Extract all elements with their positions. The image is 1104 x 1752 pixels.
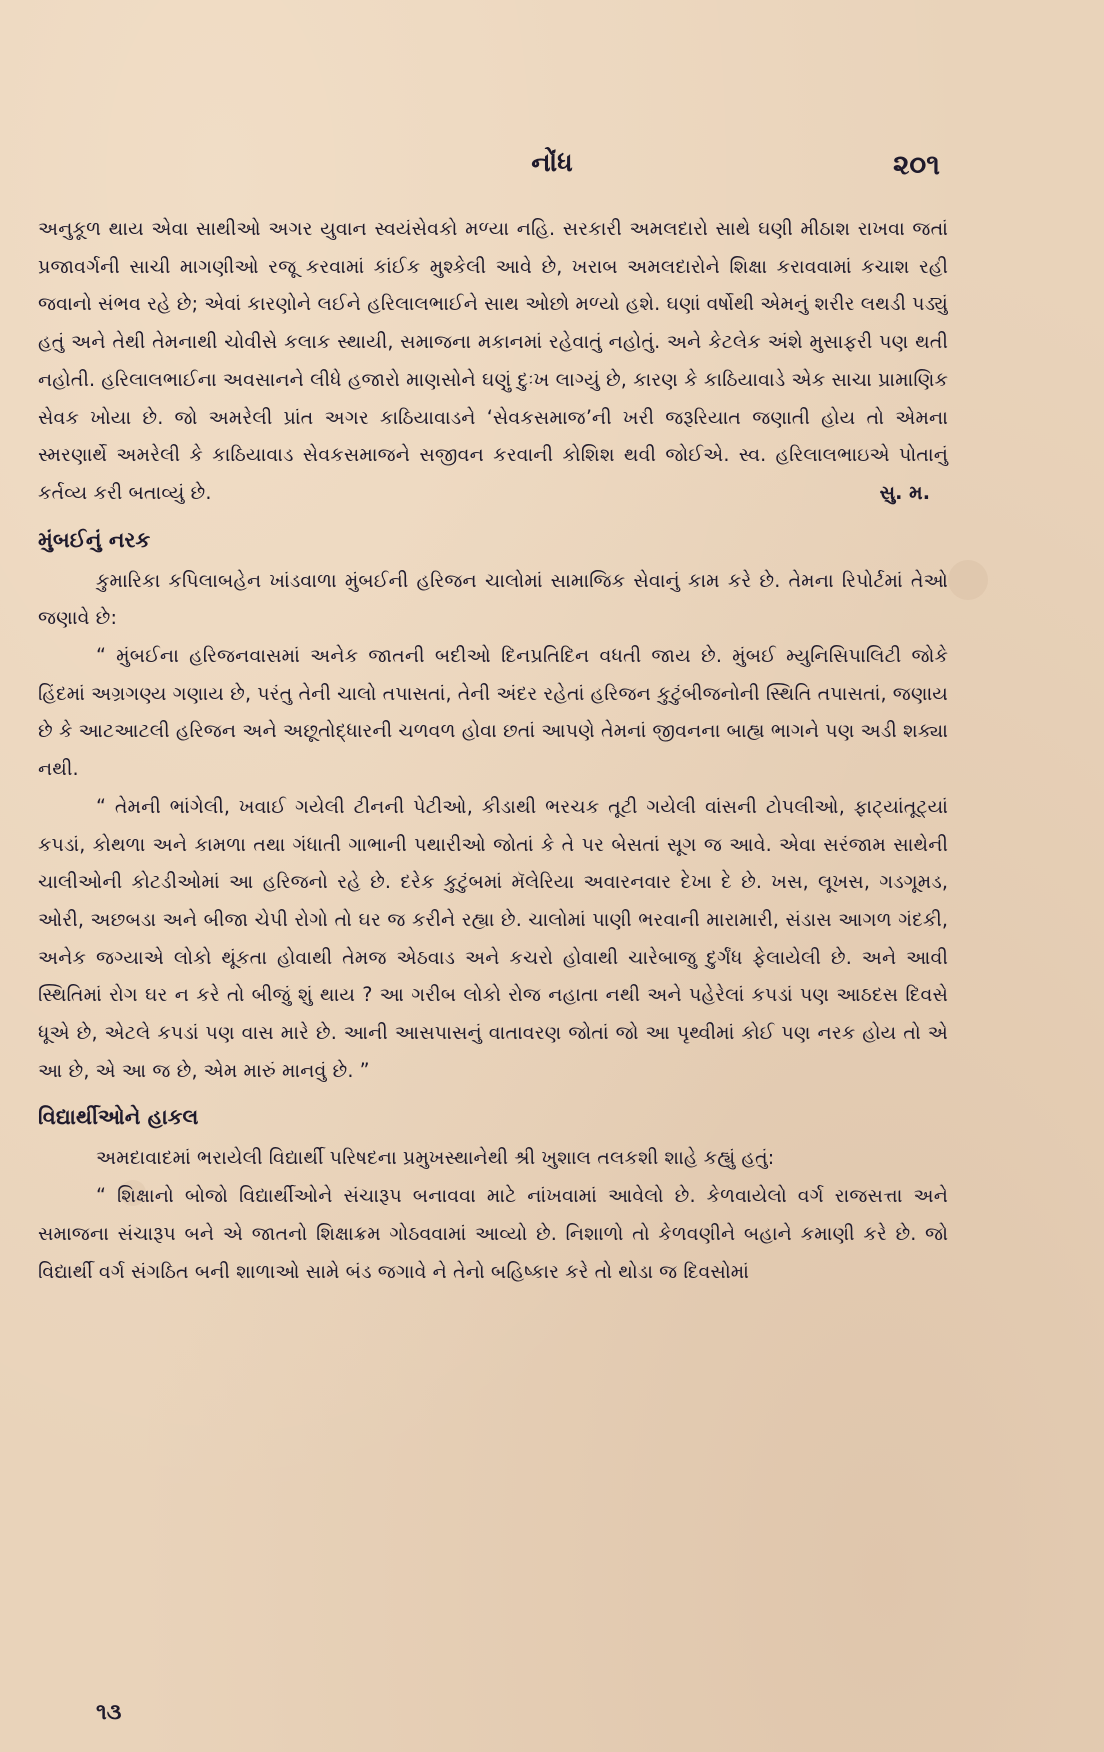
section1-lead-paragraph: કુમારિકા કપિલાબહેન ખાંડવાળા મુંબઈની હરિજન ચાલોમાં સામાજિક સેવાનું કામ કરે છે. તેમના રિપોર્ટમાં તેઓ જણાવે છે: xyxy=(38,568,948,630)
header-title: નોંધ xyxy=(531,148,573,178)
section-heading-bombay: મુંબઈનું નરક xyxy=(38,527,151,552)
signature-folio-mark: ૧૩ xyxy=(96,1700,122,1725)
section1-quote-paragraph-2: “ તેમની ભાંગેલી, ખવાઈ ગયેલી ટીનની પેટીઓ, કીડાથી ભરચક તૂટી ગયેલી વાંસની ટોપલીઓ, ફાટ્યાંતૂટ્યાં કપડાં, કોથળા અને કામળા તથા ગંધાતી ગાભાની પથારીઓ જોતાં કે તે પર બેસતાં સૂગ જ આવે. એવા સરંજામ સાથેની ચાલીઓની કોટડીઓમાં આ હરિજનો રહે છે. દરેક કુટુંબમાં મૅલેરિયા અવારનવાર દેખા દે છે. ખસ, લૂખસ, ગડગૂમડ, ઓરી, અછબડા અને બીજા ચેપી રોગો તો ઘર જ કરીને રહ્યા છે. ચાલોમાં પાણી ભરવાની મારામારી, સંડાસ આગળ ગંદકી, અનેક જગ્યાએ લોકો થૂંકતા હોવાથી તેમજ એઠવાડ અને કચરો હોવાથી ચારેબાજુ દુર્ગંધ ફેલાયેલી છે. અને આવી સ્થિતિમાં રોગ ઘર ન કરે તો બીજું શું થાય ? આ ગરીબ લોકો રોજ નહાતા નથી અને પહેરેલાં કપડાં પણ આઠદસ દિવસે ધૂએ છે, એટલે કપડાં પણ વાસ મારે છે. આની આસપાસનું વાતાવરણ જોતાં જો આ પૃથ્વીમાં કોઈ પણ નરક હોય તો એ આ છે, એ આ જ છે, એમ મારું માનવું છે. ” xyxy=(38,794,948,1082)
page-number: ૨૦૧ xyxy=(892,148,940,181)
intro-text: અનુકૂળ થાય એવા સાથીઓ અગર યુવાન સ્વયંસેવકો મળ્યા નહિ. સરકારી અમલદારો સાથે ઘણી મીઠાશ રાખવા જતાં પ્રજાવર્ગની સાચી માગણીઓ રજૂ કરવામાં કાંઈક મુશ્કેલી આવે છે, ખરાબ અમલદારોને શિક્ષા કરાવવામાં કચાશ રહી જવાનો સંભવ રહે છે; એવાં કારણોને લઈને હરિલાલભાઈને સાથ ઓછો મળ્યો હશે. ઘણાં વર્ષોથી એમનું શરીર લથડી પડ્યું હતું અને તેથી તેમનાથી ચોવીસે કલાક સ્થાયી, સમાજના મકાનમાં રહેવાતું નહોતું. અને કેટલેક અંશે મુસાફરી પણ થતી નહોતી. હરિલાલભાઈના અવસાનને લીધે હજારો માણસોને ઘણું દુઃખ લાગ્યું છે, કારણ કે કાઠિયાવાડે એક સાચા પ્રામાણિક સેવક ખોયા છે. જો અમરેલી પ્રાંત અગર કાઠિયાવાડને ‘સેવકસમાજ’ની ખરી જરૂરિયાત જણાતી હોય તો એમના સ્મરણાર્થે અમરેલી કે કાઠિયાવાડ સેવકસમાજને સજીવન કરવાની કોશિશ થવી જોઈએ. સ્વ. હરિલાલભાઇએ પોતાનું કર્તવ્ય કરી બતાવ્યું છે. xyxy=(38,217,948,504)
paper-stain xyxy=(948,560,988,600)
page-body xyxy=(38,210,948,1290)
section2-quote-paragraph: “ શિક્ષાનો બોજો વિદ્યાર્થીઓને સંચારૂપ બનાવવા માટે નાંખવામાં આવેલો છે. કેળવાયેલો વર્ગ રાજસત્તા અને સમાજના સંચારૂપ બને એ જાતનો શિક્ષાક્રમ ગોઠવવામાં આવ્યો છે. નિશાળો તો કેળવણીને બહાને કમાણી કરે છે. જો વિદ્યાર્થી વર્ગ સંગઠિત બની શાળાઓ સામે બંડ જગાવે ને તેનો બહિષ્કાર કરે તો થોડા જ દિવસોમાં xyxy=(38,1184,948,1283)
intro-paragraph xyxy=(38,210,948,512)
section2-lead-paragraph: અમદાવાદમાં ભરાયેલી વિદ્યાર્થી પરિષદના પ્રમુખસ્થાનેથી શ્રી ખુશાલ તલકશી શાહે કહ્યું હતું: xyxy=(96,1146,775,1170)
section1-quote-paragraph-1: “ મુંબઈના હરિજનવાસમાં અનેક જાતની બદીઓ દિનપ્રતિદિન વધતી જાય છે. મુંબઈ મ્યુનિસિપાલિટી જોકે હિંદમાં અગ્રગણ્ય ગણાય છે, પરંતુ તેની ચાલો તપાસતાં, તેની અંદર રહેતાં હરિજન કુટુંબીજનોની સ્થિતિ તપાસતાં, જણાય છે કે આટઆટલી હરિજન અને અછૂતોદ્ધારની ચળવળ હોવા છતાં આપણે તેમનાં જીવનના બાહ્ય ભાગને પણ અડી શક્યા નથી. xyxy=(38,644,948,781)
author-initials: સુ. મ. xyxy=(879,480,930,504)
section-heading-students: વિદ્યાર્થીઓને હાકલ xyxy=(38,1105,199,1130)
running-head xyxy=(0,148,1104,192)
